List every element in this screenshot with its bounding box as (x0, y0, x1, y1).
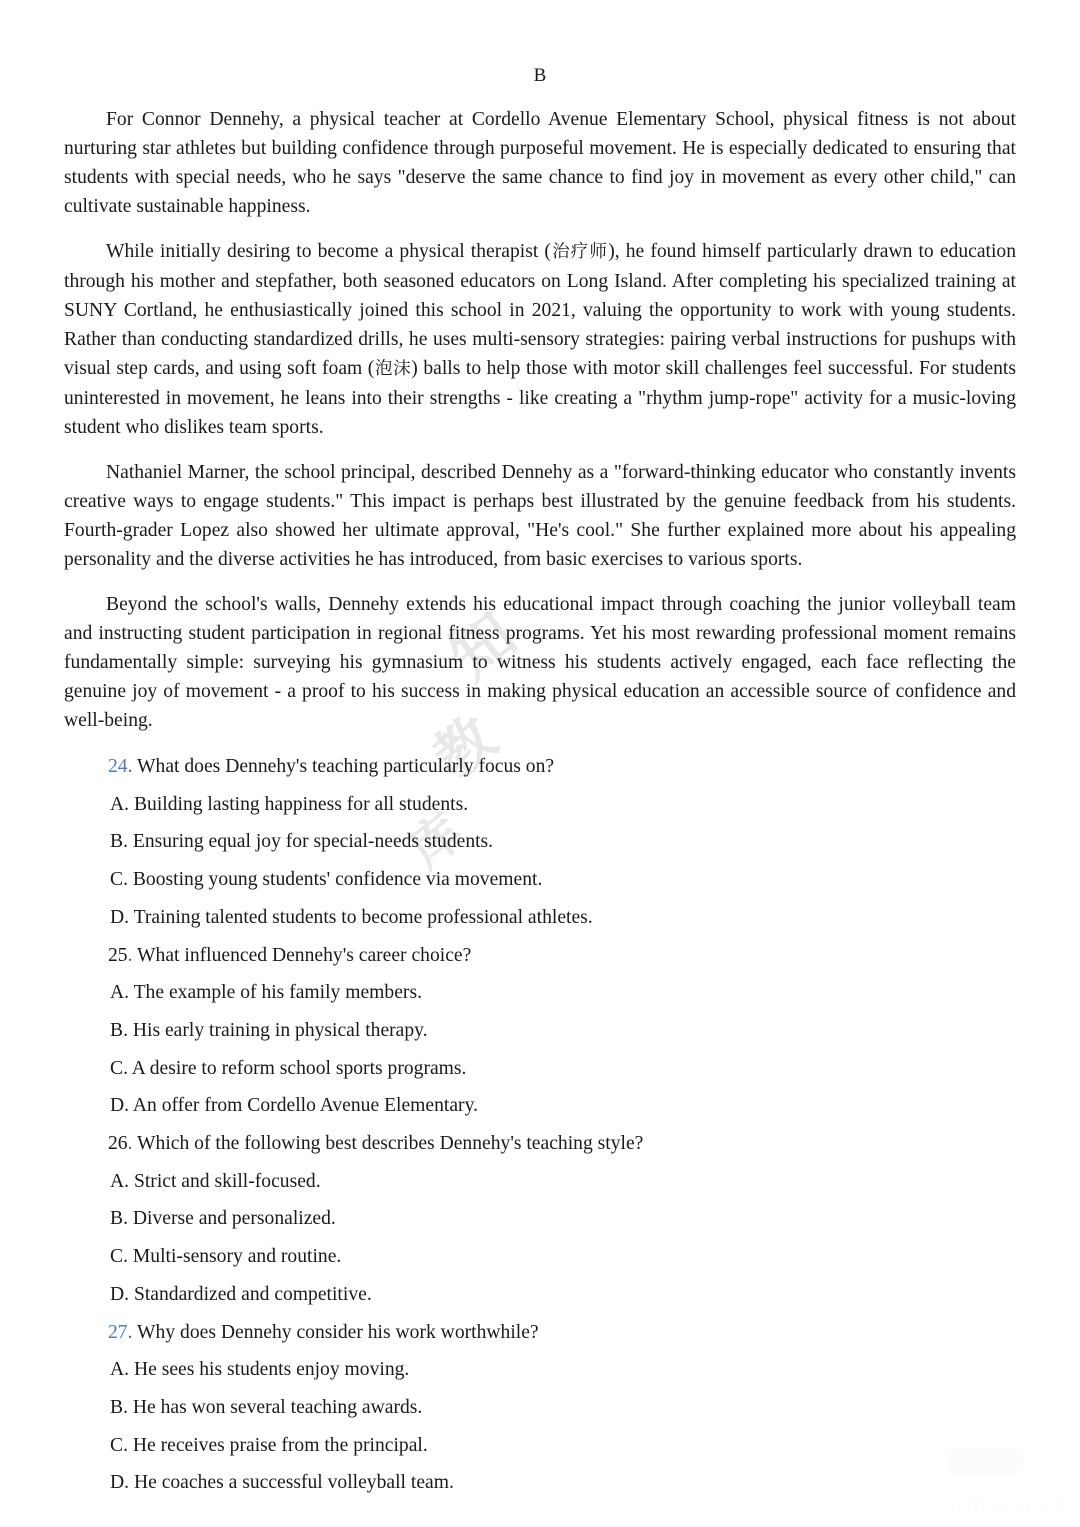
question-text-25: What influenced Dennehy's career choice? (137, 944, 472, 966)
option-27-b[interactable]: B. He has won several teaching awards. (110, 1396, 423, 1418)
passage-p2-part-c: ) balls to help those with motor skill challenges feel successful. For students uninterested in movement, he leans into their strengths - like creating a "rhythm jump-rope" activity for a music-loving student who dislikes team sports. (64, 358, 1016, 438)
question-block-25 (64, 937, 1016, 1126)
option-26-a[interactable]: A. Strict and skill-focused. (110, 1170, 321, 1192)
question-stem-24 (64, 748, 1016, 786)
option-25-b[interactable]: B. His early training in physical therapy. (110, 1019, 428, 1041)
passage-paragraph-4: Beyond the school's walls, Dennehy extends his educational impact through coaching the junior volleyball team and instructing student participation in regional fitness programs. Yet his most rewarding professional moment remains fundamentally simple: surveying his gymnasium to witness his students actively engaged, each face reflecting the genuine joy of movement - a proof to his success in making physical education an accessible source of confidence and well-being. (64, 594, 1016, 731)
question-text-26: Which of the following best describes Dennehy's teaching style? (137, 1133, 644, 1155)
option-24-a[interactable]: A. Building lasting happiness for all students. (110, 793, 469, 815)
question-stem-26 (64, 1125, 1016, 1163)
question-text-24: What does Dennehy's teaching particularly focus on? (137, 756, 555, 777)
option-24-c[interactable]: C. Boosting young students' confidence via movement. (110, 869, 543, 891)
question-text-27: Why does Dennehy consider his work worthwhile? (137, 1321, 539, 1343)
passage-paragraph-3: Nathaniel Marner, the school principal, described Dennehy as a "forward-thinking educator who constantly invents creative ways to engage students." This impact is perhaps best illustrated by the genuine feedback from his students. Fourth-grader Lopez also showed her ultimate approval, "He's cool." She further explained more about his appealing personality and the diverse activities he has introduced, from basic exercises to various sports. (64, 462, 1016, 570)
question-block-24 (64, 748, 1016, 937)
passage-paragraph-1: For Connor Dennehy, a physical teacher at Cordello Avenue Elementary School, physical fitness is not about nurturing star athletes but building confidence through purposeful movement. He is especially dedicated to ensuring that students with special needs, who he says "deserve the same chance to find joy in movement as every other child," can cultivate sustainable happiness. (64, 109, 1016, 217)
document-content (64, 0, 1016, 1502)
watermark-glyph-1: 知 (435, 594, 535, 695)
watermark-glyph-3: 库 (397, 798, 478, 879)
passage-paragraph-2 (64, 221, 1016, 442)
option-25-c[interactable]: C. A desire to reform school sports programs. (110, 1057, 467, 1079)
question-stem-27 (64, 1314, 1016, 1352)
option-24-b[interactable]: B. Ensuring equal joy for special-needs students. (110, 831, 494, 853)
question-list (64, 735, 1016, 1502)
passage-p2-part-a: While initially desiring to become a physical therapist ( (106, 241, 551, 262)
passage-p2-part-b: ), he found himself particularly drawn to education through his mother and stepfather, both seasoned educators on Long Island. After completing his specialized training at SUNY Cortland, he enthusiastically joined this school in 2021, valuing the opportunity to work with young students. Rather than conducting standardized drills, he uses multi-sensory strategies: pairing verbal instructions for pushups with visual step cards, and using soft foam ( (64, 241, 1016, 379)
passage-p2-chinese-foam: 泡沫 (374, 359, 412, 379)
option-25-a[interactable]: A. The example of his family members. (110, 982, 422, 1004)
option-25-d[interactable]: D. An offer from Cordello Avenue Elementary. (110, 1095, 479, 1117)
option-27-d[interactable]: D. He coaches a successful volleyball team. (110, 1472, 454, 1494)
question-block-27 (64, 1314, 1016, 1503)
question-block-26 (64, 1125, 1016, 1314)
question-number-24: 24 (108, 756, 128, 777)
question-separator-25: . (127, 944, 133, 966)
question-number-25: 25 (108, 944, 128, 966)
option-24-d[interactable]: D. Training talented students to become professional athletes. (110, 906, 593, 928)
question-separator-24: . (127, 756, 133, 777)
question-stem-25 (64, 937, 1016, 975)
option-27-c[interactable]: C. He receives praise from the principal. (110, 1434, 428, 1456)
option-26-b[interactable]: B. Diverse and personalized. (110, 1208, 336, 1230)
question-separator-27: . (127, 1321, 133, 1343)
option-27-a[interactable]: A. He sees his students enjoy moving. (110, 1359, 410, 1381)
passage-p2-chinese-therapist: 治疗师 (550, 242, 609, 262)
question-separator-26: . (127, 1133, 133, 1155)
watermark-glyph-2: 教 (420, 699, 514, 793)
question-number-27: 27 (108, 1321, 128, 1343)
question-number-26: 26 (108, 1133, 128, 1155)
section-label: B (533, 65, 547, 86)
option-26-c[interactable]: C. Multi-sensory and routine. (110, 1246, 342, 1268)
option-26-d[interactable]: D. Standardized and competitive. (110, 1283, 372, 1305)
